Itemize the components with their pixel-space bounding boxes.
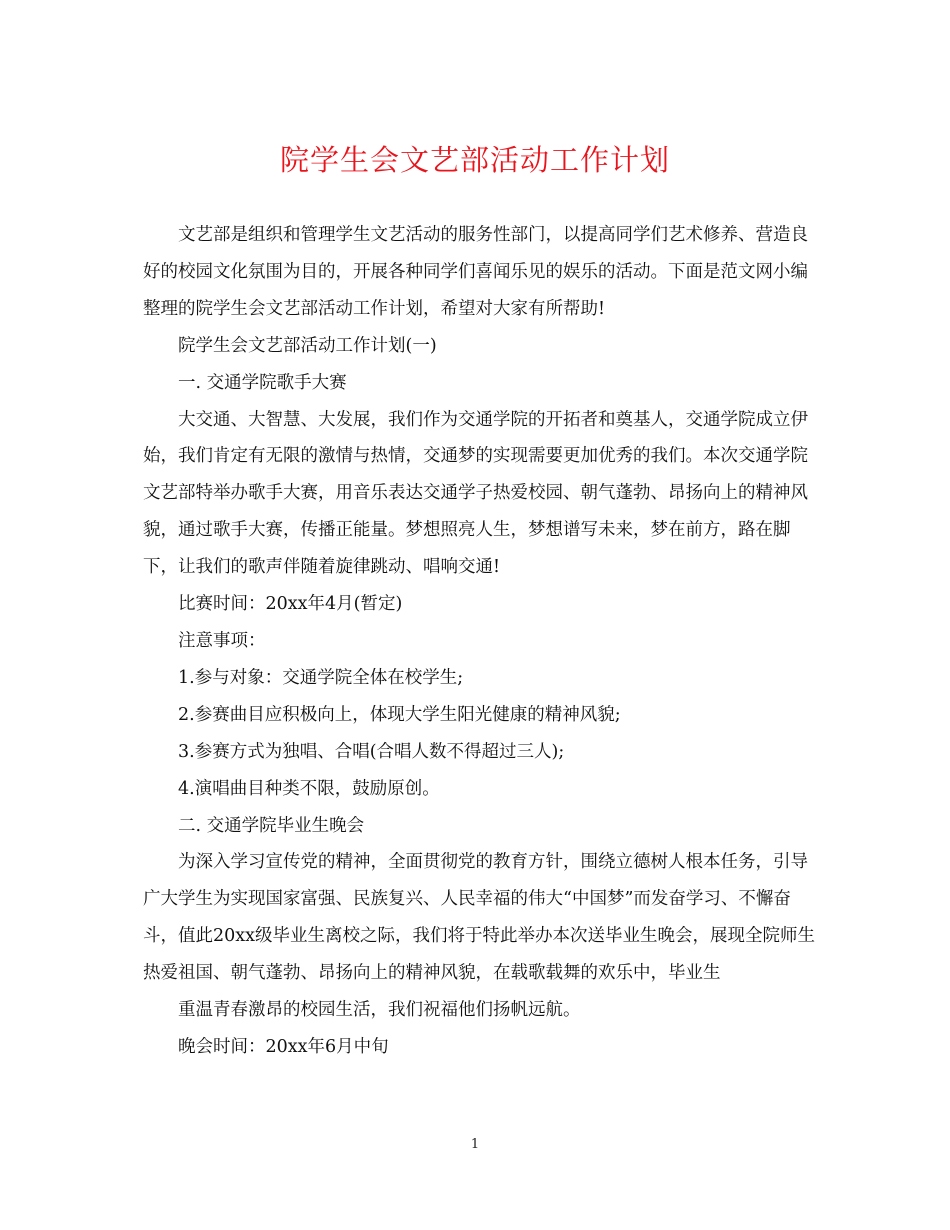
section-heading-singer-contest: 一. 交通学院歌手大赛 [178,372,347,393]
paragraph-plan-heading: 院学生会文艺部活动工作计划(一) [178,335,437,356]
document-title: 院学生会文艺部活动工作计划 [279,143,670,177]
paragraph-note-3: 3.参赛方式为独唱、合唱(合唱人数不得超过三人); [178,741,565,762]
paragraph-note-1: 1.参与对象：交通学院全体在校学生; [178,667,464,688]
page-number: 1 [470,1137,480,1152]
section-heading-graduation-party: 二. 交通学院毕业生晚会 [178,815,365,836]
paragraph-singer-contest: 大交通、大智慧、大发展，我们作为交通学院的开拓者和奠基人，交通学院成立伊始，我们肯定有无限的激情与热情，交通梦的实现需要更加优秀的我们。本次交通学院文艺部特举办歌手大赛，用音乐表达交通学子热爱校园、朝气蓬勃、昂扬向上的精神风貌，通过歌手大赛，传播正能量。梦想照亮人生，梦想谱写未来，梦在前方，路在脚下，让我们的歌声伴随着旋律跳动、唱响交通! [143,409,808,578]
paragraph-notes-heading: 注意事项： [178,630,266,651]
document-body [143,217,816,1066]
paragraph-note-2: 2.参赛曲目应积极向上，体现大学生阳光健康的精神风貌; [178,704,621,725]
paragraph-graduation-party: 为深入学习宣传党的精神，全面贯彻党的教育方针，围绕立德树人根本任务，引导广大学生为实现国家富强、民族复兴、人民幸福的伟大“中国梦”而发奋学习、不懈奋斗，值此20xx级毕业生离校之际，我们将于特此举办本次送毕业生晚会，展现全院师生热爱祖国、朝气蓬勃、昂扬向上的精神风貌，在载歌载舞的欢乐中，毕业生 [143,852,816,984]
paragraph-note-4: 4.演唱曲目种类不限，鼓励原创。 [178,778,440,799]
paragraph-contest-time: 比赛时间：20xx年4月(暂定) [178,594,403,615]
paragraph-graduation-wish: 重温青春激昂的校园生活，我们祝福他们扬帆远航。 [178,1000,581,1021]
paragraph-party-time: 晚会时间：20xx年6月中旬 [178,1036,389,1057]
paragraph-intro: 文艺部是组织和管理学生文艺活动的服务性部门，以提高同学们艺术修养、营造良好的校园文化氛围为目的，开展各种同学们喜闻乐见的娱乐的活动。下面是范文网小编整理的院学生会文艺部活动工作计划，希望对大家有所帮助! [143,225,808,319]
